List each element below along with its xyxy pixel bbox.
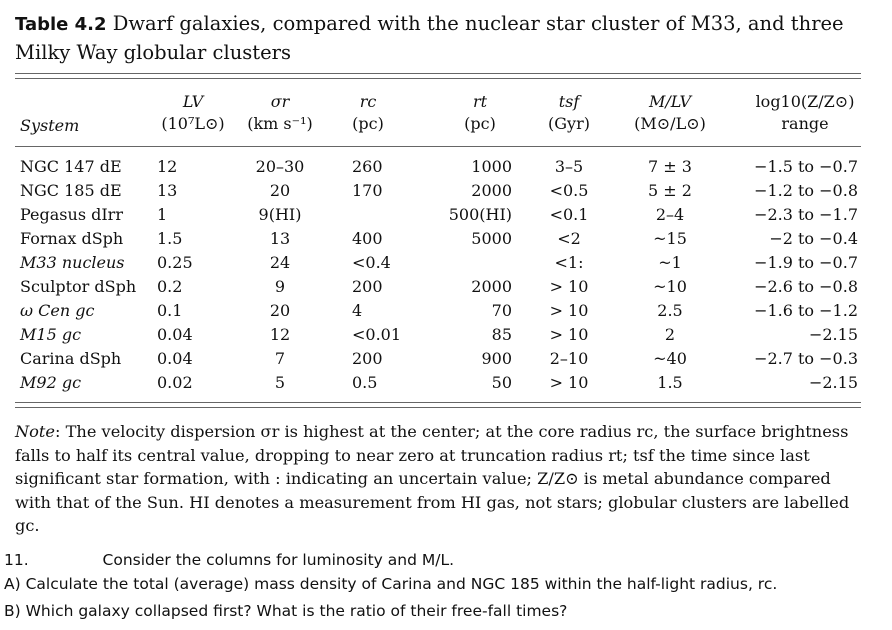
- table-caption-label: Table 4.2: [15, 14, 107, 35]
- bottom-rule-2: [15, 407, 861, 408]
- cell-sigma: 9: [274, 277, 286, 296]
- cell-rt: 70: [491, 301, 512, 320]
- top-rule-1: [15, 73, 861, 74]
- cell-rc: <0.4: [352, 253, 391, 272]
- cell-lv: 0.25: [157, 253, 193, 272]
- cell-rc: 260: [352, 157, 383, 176]
- header-sigma-symbol: σr: [270, 92, 290, 111]
- header-rc-symbol: rc: [359, 92, 377, 111]
- header-ml-symbol: M/LV: [648, 92, 692, 111]
- header-z: [742, 91, 868, 135]
- cell-system: M33 nucleus: [20, 253, 125, 272]
- cell-rc: 400: [352, 229, 383, 248]
- cell-system: Sculptor dSph: [20, 277, 137, 296]
- cell-rc: 0.5: [352, 373, 378, 392]
- cell-z: −1.6 to −1.2: [754, 301, 858, 320]
- header-rc-unit: (pc): [352, 114, 384, 133]
- cell-rt: 1000: [471, 157, 512, 176]
- cell-rt: 900: [481, 349, 512, 368]
- cell-rc: 200: [352, 277, 383, 296]
- cell-sigma: 12: [269, 325, 291, 344]
- bottom-rule-1: [15, 402, 861, 403]
- cell-ml: ~40: [653, 349, 687, 368]
- cell-tsf: > 10: [549, 277, 589, 296]
- cell-system: NGC 185 dE: [20, 181, 122, 200]
- header-sigma-unit: (km s⁻¹): [247, 114, 313, 133]
- question-header: [4, 549, 454, 571]
- cell-tsf: 2–10: [549, 349, 589, 368]
- cell-lv: 0.2: [157, 277, 183, 296]
- cell-system: M15 gc: [20, 325, 82, 344]
- cell-ml: ~15: [653, 229, 687, 248]
- cell-sigma: 9(HI): [258, 205, 302, 224]
- question-number: 11.: [4, 551, 29, 569]
- cell-system: Fornax dSph: [20, 229, 124, 248]
- cell-lv: 1: [157, 205, 168, 224]
- cell-lv: 12: [157, 157, 178, 176]
- cell-system: Carina dSph: [20, 349, 122, 368]
- header-rule: [15, 146, 861, 147]
- header-tsf-unit: (Gyr): [548, 114, 590, 133]
- cell-ml: 5 ± 2: [648, 181, 692, 200]
- note-label: Note: [15, 422, 55, 441]
- cell-z: −2.6 to −0.8: [754, 277, 858, 296]
- cell-rt: 2000: [471, 277, 512, 296]
- cell-z: −2.15: [808, 373, 858, 392]
- cell-rt: 85: [491, 325, 512, 344]
- header-rt: [445, 91, 515, 135]
- cell-rt: 500(HI): [448, 205, 512, 224]
- header-rc: [340, 91, 396, 135]
- cell-z: −2 to −0.4: [769, 229, 858, 248]
- cell-sigma: 7: [274, 349, 286, 368]
- cell-ml: ~1: [658, 253, 682, 272]
- cell-lv: 0.02: [157, 373, 193, 392]
- cell-sigma: 20: [269, 301, 291, 320]
- cell-sigma: 24: [269, 253, 291, 272]
- question-part-a: A) Calculate the total (average) mass density of Carina and NGC 185 within the half-light radius, rc.: [4, 575, 778, 593]
- header-system: System: [20, 116, 80, 135]
- cell-ml: 2–4: [655, 205, 685, 224]
- question-prompt: Consider the columns for luminosity and M/L.: [102, 551, 455, 569]
- cell-rc: 4: [352, 301, 363, 320]
- header-z-symbol: log10(Z/Z⊙): [755, 92, 855, 111]
- cell-rc: 170: [352, 181, 383, 200]
- top-rule-2: [15, 78, 861, 79]
- cell-sigma: 5: [274, 373, 286, 392]
- cell-system: ω Cen gc: [20, 301, 95, 320]
- cell-rc: 200: [352, 349, 383, 368]
- header-tsf: [536, 91, 602, 135]
- header-lv-symbol: LV: [182, 92, 204, 111]
- cell-lv: 0.04: [157, 325, 193, 344]
- cell-ml: 2: [664, 325, 676, 344]
- cell-z: −2.15: [808, 325, 858, 344]
- cell-ml: 1.5: [657, 373, 683, 392]
- cell-ml: ~10: [653, 277, 687, 296]
- header-tsf-symbol: tsf: [558, 92, 580, 111]
- cell-rt: 5000: [471, 229, 512, 248]
- header-lv: [148, 91, 238, 135]
- cell-tsf: > 10: [549, 301, 589, 320]
- cell-rt: 50: [491, 373, 512, 392]
- cell-tsf: > 10: [549, 325, 589, 344]
- header-rt-unit: (pc): [464, 114, 496, 133]
- cell-lv: 0.04: [157, 349, 193, 368]
- header-rt-symbol: rt: [472, 92, 488, 111]
- cell-lv: 13: [157, 181, 178, 200]
- cell-tsf: > 10: [549, 373, 589, 392]
- header-sigma: [238, 91, 322, 135]
- cell-system: NGC 147 dE: [20, 157, 122, 176]
- cell-lv: 1.5: [157, 229, 183, 248]
- cell-sigma: 20–30: [255, 157, 305, 176]
- cell-z: −2.3 to −1.7: [754, 205, 858, 224]
- cell-tsf: <0.1: [549, 205, 589, 224]
- cell-ml: 7 ± 3: [648, 157, 692, 176]
- cell-lv: 0.1: [157, 301, 183, 320]
- cell-sigma: 20: [269, 181, 291, 200]
- cell-sigma: 13: [269, 229, 291, 248]
- table-caption: [15, 10, 875, 67]
- cell-system: M92 gc: [20, 373, 82, 392]
- cell-z: −1.5 to −0.7: [754, 157, 858, 176]
- cell-ml: 2.5: [657, 301, 683, 320]
- cell-tsf: <1:: [554, 253, 584, 272]
- cell-z: −2.7 to −0.3: [754, 349, 858, 368]
- header-lv-unit: (10⁷L⊙): [161, 114, 225, 133]
- cell-z: −1.2 to −0.8: [754, 181, 858, 200]
- cell-system: Pegasus dIrr: [20, 205, 123, 224]
- header-ml: [612, 91, 728, 135]
- question-part-b: B) Which galaxy collapsed first? What is the ratio of their free-fall times?: [4, 602, 568, 620]
- note-text: : The velocity dispersion σr is highest at the center; at the core radius rc, the surface brightness falls to half its central value, dropping to near zero at truncation radius rt; tsf the time since last significant star formation, with : indicating an uncertain value; Z/Z⊙ is metal abundance compared with that of the Sun. HI denotes a measurement from HI gas, not stars; globular clusters are labelled gc.: [15, 422, 850, 535]
- cell-rc: <0.01: [352, 325, 402, 344]
- table-caption-text: Dwarf galaxies, compared with the nuclear star cluster of M33, and three Milky Way globular clusters: [15, 12, 844, 64]
- header-z-unit: range: [781, 114, 829, 133]
- cell-rt: 2000: [471, 181, 512, 200]
- cell-z: −1.9 to −0.7: [754, 253, 858, 272]
- cell-tsf: 3–5: [554, 157, 584, 176]
- header-ml-unit: (M⊙/L⊙): [634, 114, 706, 133]
- table-note: [15, 420, 865, 538]
- cell-tsf: <0.5: [549, 181, 589, 200]
- cell-tsf: <2: [557, 229, 581, 248]
